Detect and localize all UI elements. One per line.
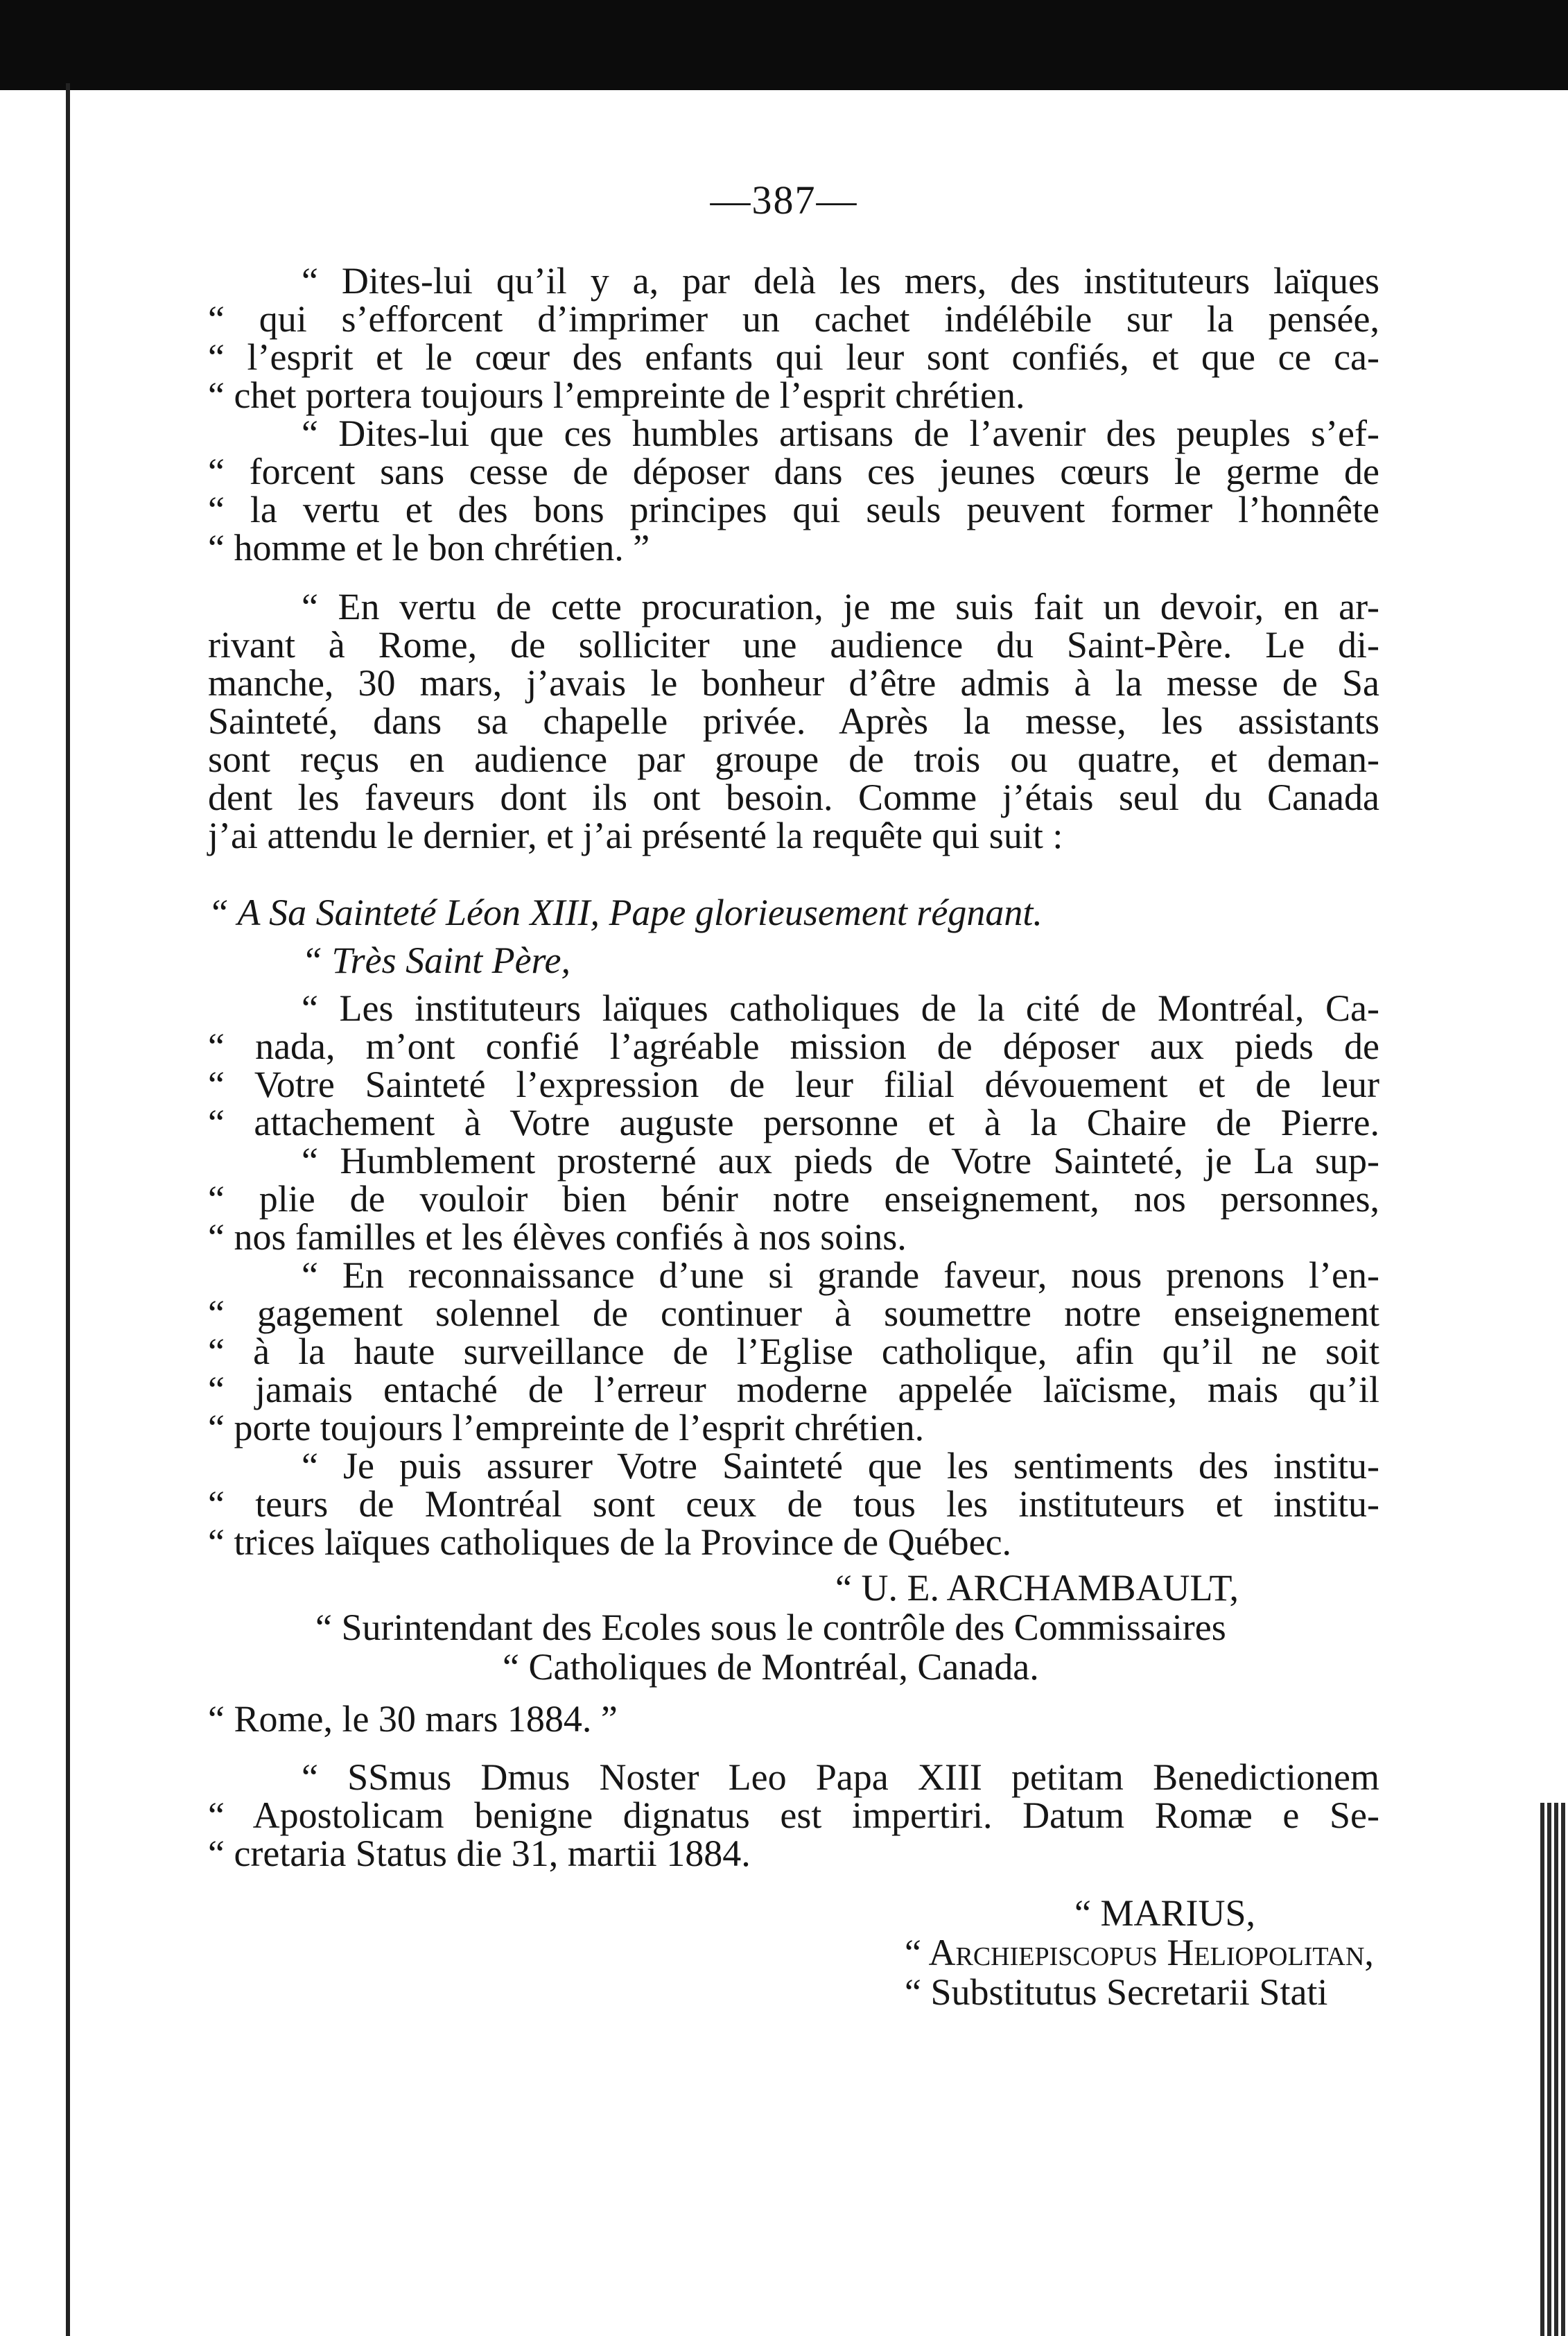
text-line: “ homme et le bon chrétien. ” [208, 527, 650, 569]
text-line: “ attachement à Votre auguste personne et à la Chaire de Pierre. [208, 1102, 1379, 1143]
text-line: “ plie de vouloir bien bénir notre enseignement, nos personnes, [208, 1178, 1379, 1220]
text-line: “ SSmus Dmus Noster Leo Papa XIII petitam Benedictionem [302, 1756, 1379, 1798]
closing-title: “ Substitutus Secretarii Stati [905, 1971, 1328, 2013]
text-line: “ Dites-lui que ces humbles artisans de l’avenir des peuples s’ef- [302, 413, 1379, 454]
text-line: “ gagement solennel de continuer à soumettre notre enseignement [208, 1292, 1379, 1334]
text-line: “ chet portera toujours l’empreinte de l’esprit chrétien. [208, 374, 1025, 416]
paragraph [208, 588, 1379, 855]
text-line: “ nos familles et les élèves confiés à nos soins. [208, 1216, 907, 1258]
text-line: “ Je puis assurer Votre Sainteté que les sentiments des institu- [302, 1445, 1379, 1487]
text-line: “ forcent sans cesse de déposer dans ces jeunes cœurs le germe de [208, 451, 1379, 492]
text-line: “ nada, m’ont confié l’agréable mission de déposer aux pieds de [208, 1026, 1379, 1067]
text-line: “ Les instituteurs laïques catholiques de la cité de Montréal, Ca- [302, 987, 1379, 1029]
text-line: “ porte toujours l’empreinte de l’esprit chrétien. [208, 1407, 925, 1448]
text-line: “ à la haute surveillance de l’Eglise catholique, afin qu’il ne soit [208, 1331, 1379, 1372]
scan-top-border [0, 0, 1568, 90]
text-line: manche, 30 mars, j’avais le bonheur d’être admis à la messe de Sa [208, 662, 1379, 704]
closing-name: “ MARIUS, [1074, 1892, 1256, 1934]
text-line: “ teurs de Montréal sont ceux de tous les instituteurs et institu- [208, 1483, 1379, 1525]
scan-left-edge [66, 83, 70, 2336]
letter-body [208, 989, 1379, 1561]
text-line: “ qui s’efforcent d’imprimer un cachet indélébile sur la pensée, [208, 298, 1379, 340]
paragraph [208, 415, 1379, 567]
text-line: rivant à Rome, de solliciter une audience du Saint-Père. Le di- [208, 624, 1379, 666]
letter-address: “ A Sa Sainteté Léon XIII, Pape glorieusement régnant. [208, 892, 1043, 933]
signature-title: “ Surintendant des Ecoles sous le contrôle des Commissaires [315, 1607, 1226, 1648]
text-line: dent les faveurs dont ils ont besoin. Comme j’étais seul du Canada [208, 777, 1379, 818]
text-line: “ cretaria Status die 31, martii 1884. [208, 1833, 751, 1874]
response [208, 1758, 1379, 1873]
scan-right-edge [1540, 1803, 1568, 2336]
text-line: “ l’esprit et le cœur des enfants qui leur sont confiés, et que ce ca- [208, 336, 1379, 378]
letter-salutation: “ Très Saint Père, [302, 940, 571, 981]
text-line: Sainteté, dans sa chapelle privée. Après la messe, les assistants [208, 700, 1379, 742]
page-number: —387— [710, 178, 858, 223]
text-line: “ Votre Sainteté l’expression de leur filial dévouement et de leur [208, 1064, 1379, 1105]
text-line: sont reçus en audience par groupe de trois ou quatre, et deman- [208, 738, 1379, 780]
text-line: “ trices laïques catholiques de la Province de Québec. [208, 1521, 1012, 1563]
text-line: “ En reconnaissance d’une si grande faveur, nous prenons l’en- [302, 1254, 1379, 1296]
text-line: “ Humblement prosterné aux pieds de Votre Sainteté, je La sup- [302, 1140, 1379, 1182]
text-line: “ En vertu de cette procuration, je me suis fait un devoir, en ar- [302, 586, 1379, 628]
signature-name: “ U. E. ARCHAMBAULT, [835, 1567, 1239, 1609]
page-body [208, 262, 1379, 2012]
dateline: “ Rome, le 30 mars 1884. ” [208, 1698, 618, 1740]
text-line: “ Dites-lui qu’il y a, par delà les mers, des instituteurs laïques [302, 260, 1379, 302]
signature-title: “ Catholiques de Montréal, Canada. [503, 1646, 1039, 1688]
text-line: j’ai attendu le dernier, et j’ai présenté la requête qui suit : [208, 815, 1063, 856]
closing-title: “ Archiepiscopus Heliopolitan, [905, 1932, 1374, 1973]
text-line: “ jamais entaché de l’erreur moderne appelée laïcisme, mais qu’il [208, 1369, 1379, 1410]
text-line: “ Apostolicam benigne dignatus est impertiri. Datum Romæ e Se- [208, 1794, 1379, 1836]
text-line: “ la vertu et des bons principes qui seuls peuvent former l’honnête [208, 489, 1379, 530]
paragraph [208, 262, 1379, 415]
